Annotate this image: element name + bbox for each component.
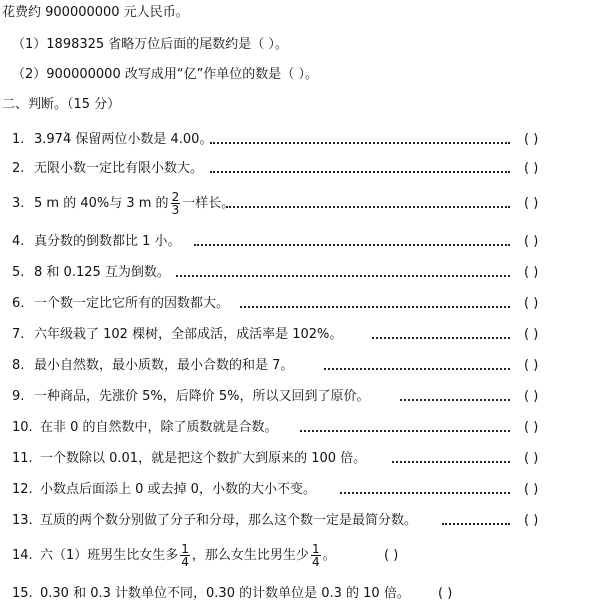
item-text-part: 保留两位小数是 4.00。 [71, 132, 213, 147]
item-number: 10. [12, 420, 33, 435]
judge-item-10 [0, 418, 610, 438]
item-number: 3. [12, 196, 25, 211]
judge-item-15 [0, 584, 610, 604]
item-text: 在非 0 的自然数中，除了质数就是合数。 [40, 420, 278, 435]
item-text: 无限小数一定比有限小数大。 [34, 161, 204, 176]
answer-parentheses[interactable]: ( ) [524, 451, 539, 466]
judge-item-1 [0, 130, 610, 150]
item-text-part: ，那么女生比男生少 [191, 548, 309, 563]
dotted-leader [324, 368, 510, 370]
item-number: 4. [12, 234, 25, 249]
item-number: 12. [12, 482, 33, 497]
dotted-leader [340, 492, 510, 494]
fraction-one-quarter: $\frac{1}{4}$ [311, 542, 320, 569]
answer-parentheses[interactable]: ( ) [524, 265, 539, 280]
section-title: 二、判断。（15 分） [2, 97, 121, 112]
answer-parentheses[interactable]: ( ) [524, 389, 539, 404]
dotted-leader [392, 461, 510, 463]
item-number: 15. [12, 586, 33, 601]
item-text-part: 5 m 的 40%与 3 m 的 [34, 196, 169, 211]
item-number: 9. [12, 389, 25, 404]
fraction-two-thirds: $\frac{2}{3}$ [171, 190, 180, 217]
question-1-fill: （1）1898325 省略万位后面的尾数约是（ ）。 [12, 37, 288, 52]
item-text: 一个数除以 0.01，就是把这个数扩大到原来的 100 倍。 [40, 451, 367, 466]
item-text: 小数点后面添上 0 或去掉 0，小数的大小不变。 [40, 482, 316, 497]
judge-item-6 [0, 294, 610, 314]
item-number: 1. [12, 132, 25, 147]
judge-item-8 [0, 356, 610, 376]
item-number: 2. [12, 161, 25, 176]
judge-item-2 [0, 159, 610, 179]
item-text: 六年级栽了 102 棵树，全部成活，成活率是 102%。 [34, 327, 343, 342]
judge-item-9 [0, 387, 610, 407]
answer-parentheses[interactable]: ( ) [524, 161, 539, 176]
answer-parentheses[interactable]: ( ) [524, 196, 539, 211]
answer-parentheses[interactable]: ( ) [524, 327, 539, 342]
header-line-0: 花费约 900000000 元人民币。 [2, 5, 189, 20]
item-text: 8 和 0.125 互为倒数。 [34, 265, 170, 280]
answer-parentheses[interactable]: ( ) [524, 234, 539, 249]
question-2-fill: （2）900000000 改写成用“亿”作单位的数是（ ）。 [12, 67, 318, 82]
judge-item-12 [0, 480, 610, 500]
dotted-leader [210, 171, 510, 173]
dotted-leader [210, 142, 510, 144]
fraction-one-quarter: $\frac{1}{4}$ [181, 542, 189, 569]
item-text: 一个数一定比它所有的因数都大。 [34, 296, 230, 311]
answer-parentheses[interactable]: ( ) [524, 482, 539, 497]
judge-item-14 [0, 542, 610, 574]
dotted-leader [300, 430, 510, 432]
item-number: 13. [12, 513, 33, 528]
dotted-leader [240, 306, 510, 308]
repeating-digit: 4 · [63, 132, 71, 147]
item-number: 7. [12, 327, 25, 342]
item-number: 14. [12, 548, 33, 563]
item-text: 真分数的倒数都比 1 小。 [34, 234, 181, 249]
item-text: 一种商品，先涨价 5%，后降价 5%，所以又回到了原价。 [34, 389, 370, 404]
item-text-part: 。 [322, 548, 336, 563]
dotted-leader [372, 337, 510, 339]
item-text: 最小自然数，最小质数，最小合数的和是 7。 [34, 358, 294, 373]
dotted-leader [226, 206, 510, 208]
answer-parentheses[interactable]: ( ) [524, 132, 539, 147]
item-number: 11. [12, 451, 33, 466]
item-number: 5. [12, 265, 25, 280]
answer-parentheses[interactable]: ( ) [524, 358, 539, 373]
answer-parentheses[interactable]: ( ) [524, 513, 539, 528]
answer-parentheses[interactable]: ( ) [438, 586, 453, 601]
dotted-leader [194, 244, 510, 246]
judge-item-7 [0, 325, 610, 345]
judge-item-4 [0, 232, 610, 252]
item-number: 8. [12, 358, 25, 373]
judge-item-13 [0, 511, 610, 531]
item-text: 0.30 和 0.3 计数单位不同，0.30 的计数单位是 0.3 的 10 倍。 [40, 586, 410, 601]
item-text-part: 一样长。 [182, 196, 235, 211]
answer-parentheses[interactable]: ( ) [384, 548, 399, 563]
answer-parentheses[interactable]: ( ) [524, 420, 539, 435]
judge-item-5 [0, 263, 610, 283]
item-number: 6. [12, 296, 25, 311]
dotted-leader [442, 523, 510, 525]
item-text-part: 六（1）班男生比女生多 [40, 548, 179, 563]
dotted-leader [400, 399, 510, 401]
answer-parentheses[interactable]: ( ) [524, 296, 539, 311]
item-text: 互质的两个数分别做了分子和分母，那么这个数一定是最简分数。 [40, 513, 418, 528]
judge-item-3 [0, 190, 610, 220]
item-text-part: 3.97 [34, 132, 63, 147]
dotted-leader [176, 275, 510, 277]
judge-item-11 [0, 449, 610, 469]
